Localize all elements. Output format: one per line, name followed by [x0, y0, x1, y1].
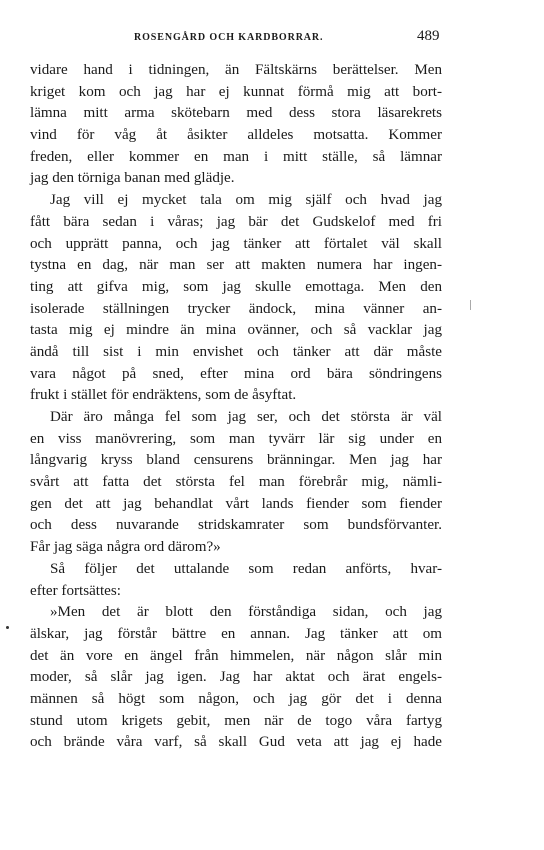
body-text — [30, 60, 442, 754]
margin-speck — [470, 300, 471, 310]
text-line: Så följer det uttalande som redan anförts, hvar- — [50, 560, 442, 577]
text-line: och brände våra varf, så skall Gud veta att jag ej hade — [30, 734, 442, 751]
text-line: älskar, jag förstår bättre en annan. Jag tänker att om — [30, 625, 442, 642]
text-line: »Men det är blott den förståndiga sidan, och jag — [50, 604, 442, 621]
running-header — [0, 30, 544, 50]
text-line: och upprätt panna, och jag tänker att förtalet väl skall — [30, 235, 442, 252]
running-title: ROSENGÅRD OCH KARDBORRAR. — [134, 32, 324, 43]
text-line: tystna en dag, när man ser att makten numera har ingen- — [30, 257, 442, 274]
text-line: fått bära sedan i våras; jag bär det Gudskelof med fri — [30, 213, 442, 230]
text-line: gen det att jag behandlat vårt lands fiender som fiender — [30, 495, 442, 512]
text-line: stund utom krigets gebit, men när de togo våra fartyg — [30, 712, 442, 729]
text-line: Jag vill ej mycket tala om mig själf och hvad jag — [50, 192, 442, 209]
text-line: en viss manövrering, som man tyvärr lär sig under en — [30, 430, 442, 447]
text-line: Där äro många fel som jag ser, och det största är väl — [50, 409, 442, 425]
text-line: kriget kom och jag har ej kunnat förmå mig att bort- — [30, 83, 442, 100]
page-number: 489 — [417, 28, 440, 44]
text-line: det än vore en ängel från himmelen, när någon slår min — [30, 647, 442, 664]
text-line: männen så högt som någon, och jag gör det i denna — [30, 690, 442, 707]
text-line: Får jag säga några ord därom?» — [30, 539, 221, 556]
text-line: vidare hand i tidningen, än Fältskärns berättelser. Men — [30, 62, 442, 78]
text-line: moder, så slår jag igen. Jag har aktat och ärat engels- — [30, 669, 442, 686]
text-line: tasta mig ej mindre än mina ovänner, och så vacklar jag — [30, 322, 442, 339]
text-line: freden, eller kommer en man i mitt ställe, så lämnar — [30, 148, 442, 165]
text-line: långvarig kryss bland censurens bränningar. Men jag har — [30, 452, 442, 469]
text-line: vind för våg åt åsikter alldeles motsatta. Kommer — [30, 127, 442, 144]
text-line: lämna mitt arma skötebarn med dess stora läsarekrets — [30, 105, 442, 122]
text-line: jag den törniga banan med glädje. — [30, 170, 235, 187]
text-line: och dess nuvarande stridskamrater som bundsförvanter. — [30, 517, 442, 534]
text-line: ting att gifva mig, som jag skulle emottaga. Men den — [30, 278, 442, 295]
text-line: svårt att fatta det största fel man förebrår mig, nämli- — [30, 474, 442, 491]
text-line: vara något på sned, efter mina ord bära söndringens — [30, 365, 442, 382]
text-line: ändå till sist i min envishet och tänker att där måste — [30, 343, 442, 360]
margin-speck — [6, 626, 9, 629]
text-line: frukt i stället för endräktens, som de åsyftat. — [30, 387, 297, 404]
text-line: efter fortsättes: — [30, 582, 121, 599]
text-line: isolerade ställningen trycker ändock, mina vänner an- — [30, 300, 442, 317]
